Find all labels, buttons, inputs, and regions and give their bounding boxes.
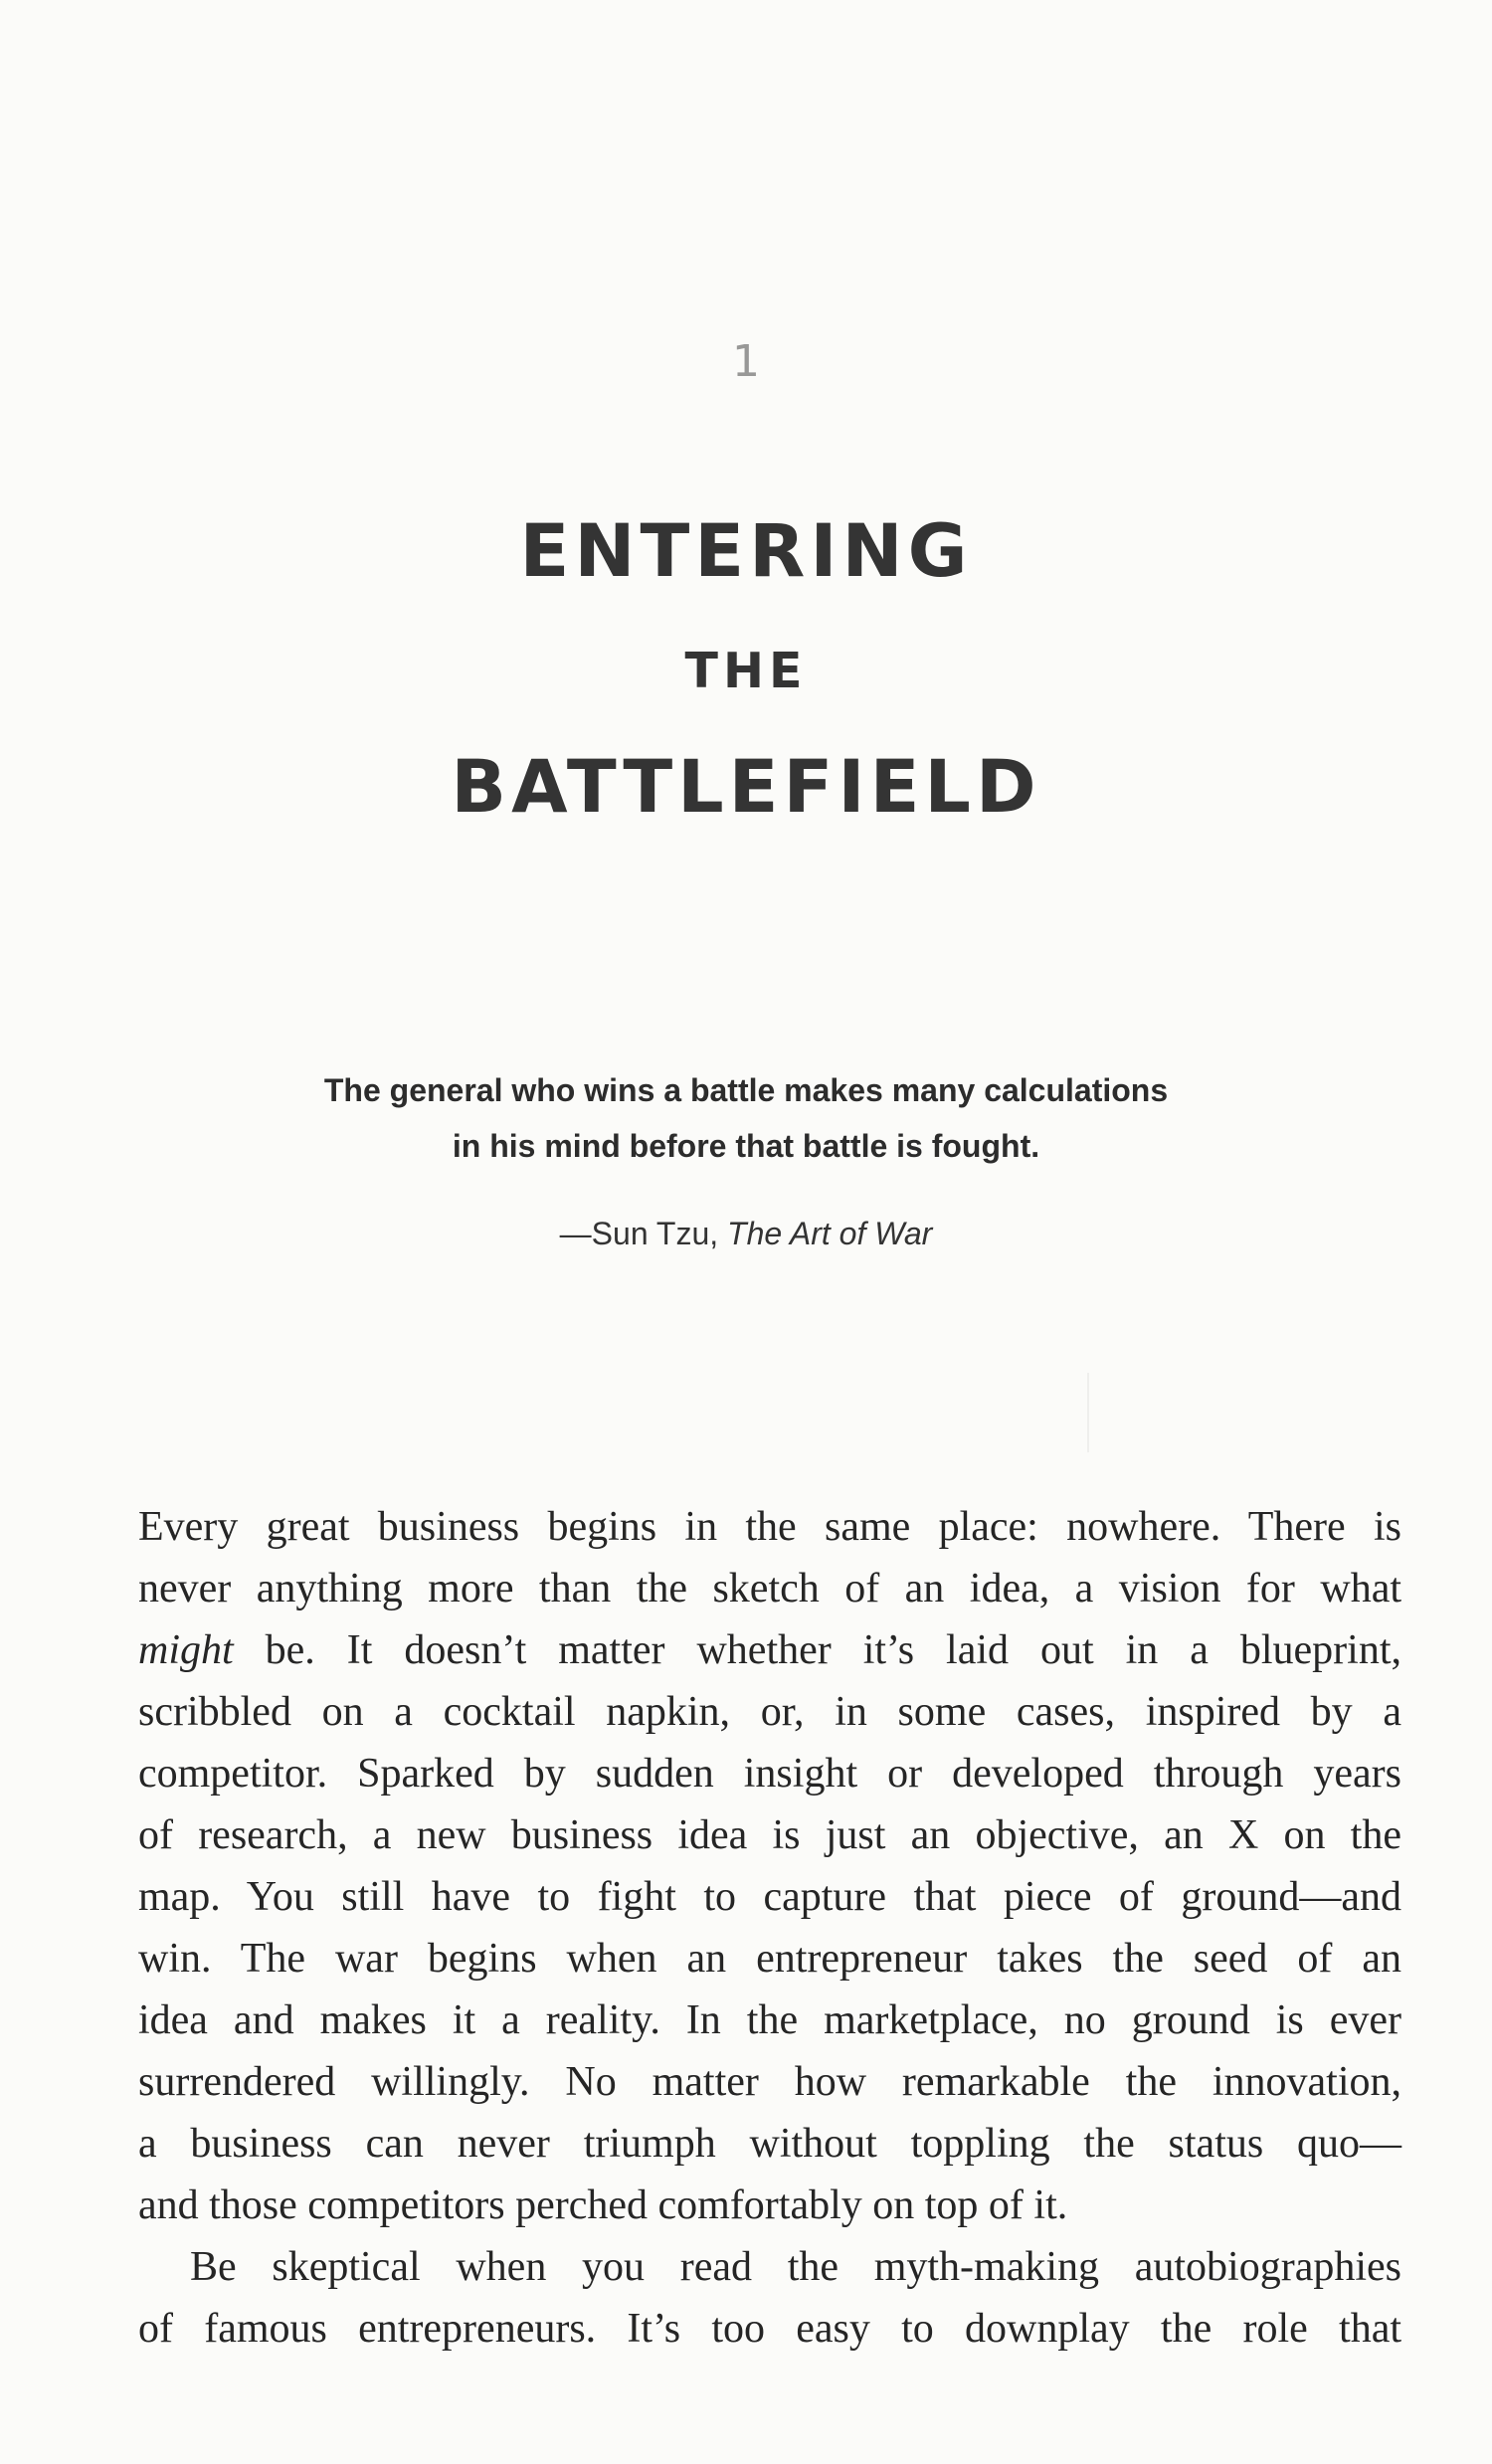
body-line bbox=[138, 1619, 1401, 1681]
body-line: idea and makes it a reality. In the marketplace, no ground is ever bbox=[138, 1997, 1401, 2043]
attribution-work-title: The Art of War bbox=[727, 1216, 933, 1251]
body-line: map. You still have to fight to capture that piece of ground—and bbox=[138, 1874, 1401, 1920]
chapter-title-line-3: BATTLEFIELD bbox=[451, 745, 1041, 830]
body-line: scribbled on a cocktail napkin, or, in some cases, inspired by a bbox=[138, 1689, 1401, 1735]
epigraph-line-2: in his mind before that battle is fought. bbox=[452, 1128, 1040, 1164]
body-line: Every great business begins in the same place: nowhere. There is bbox=[138, 1504, 1401, 1550]
body-emphasis: might bbox=[138, 1627, 234, 1673]
body-line: of famous entrepreneurs. It’s too easy to downplay the role that bbox=[138, 2306, 1401, 2352]
body-line: and those competitors perched comfortably on top of it. bbox=[138, 2182, 1068, 2228]
body-line: of research, a new business idea is just an objective, an X on the bbox=[138, 1812, 1401, 1858]
scan-mark bbox=[1087, 1373, 1089, 1452]
body-line: a business can never triumph without toppling the status quo— bbox=[138, 2121, 1401, 2167]
chapter-title-line-1: ENTERING bbox=[519, 509, 973, 594]
chapter-body-text bbox=[138, 1496, 1401, 2360]
attribution-author: —Sun Tzu, bbox=[559, 1216, 728, 1251]
body-line: surrendered willingly. No matter how remarkable the innovation, bbox=[138, 2059, 1401, 2105]
chapter-title-line-2: THE bbox=[684, 643, 808, 699]
chapter-number: 1 bbox=[732, 336, 760, 387]
body-line: Be skeptical when you read the myth-making autobiographies bbox=[190, 2244, 1401, 2290]
body-line: competitor. Sparked by sudden insight or developed through years bbox=[138, 1751, 1401, 1797]
epigraph-attribution bbox=[0, 1216, 1492, 1252]
body-line: win. The war begins when an entrepreneur takes the seed of an bbox=[138, 1936, 1401, 1982]
epigraph bbox=[0, 1062, 1492, 1174]
body-line-rest: be. It doesn’t matter whether it’s laid out in a blueprint, bbox=[233, 1627, 1401, 1673]
epigraph-line-1: The general who wins a battle makes many calculations bbox=[323, 1072, 1169, 1108]
body-line: never anything more than the sketch of an idea, a vision for what bbox=[138, 1566, 1401, 1611]
